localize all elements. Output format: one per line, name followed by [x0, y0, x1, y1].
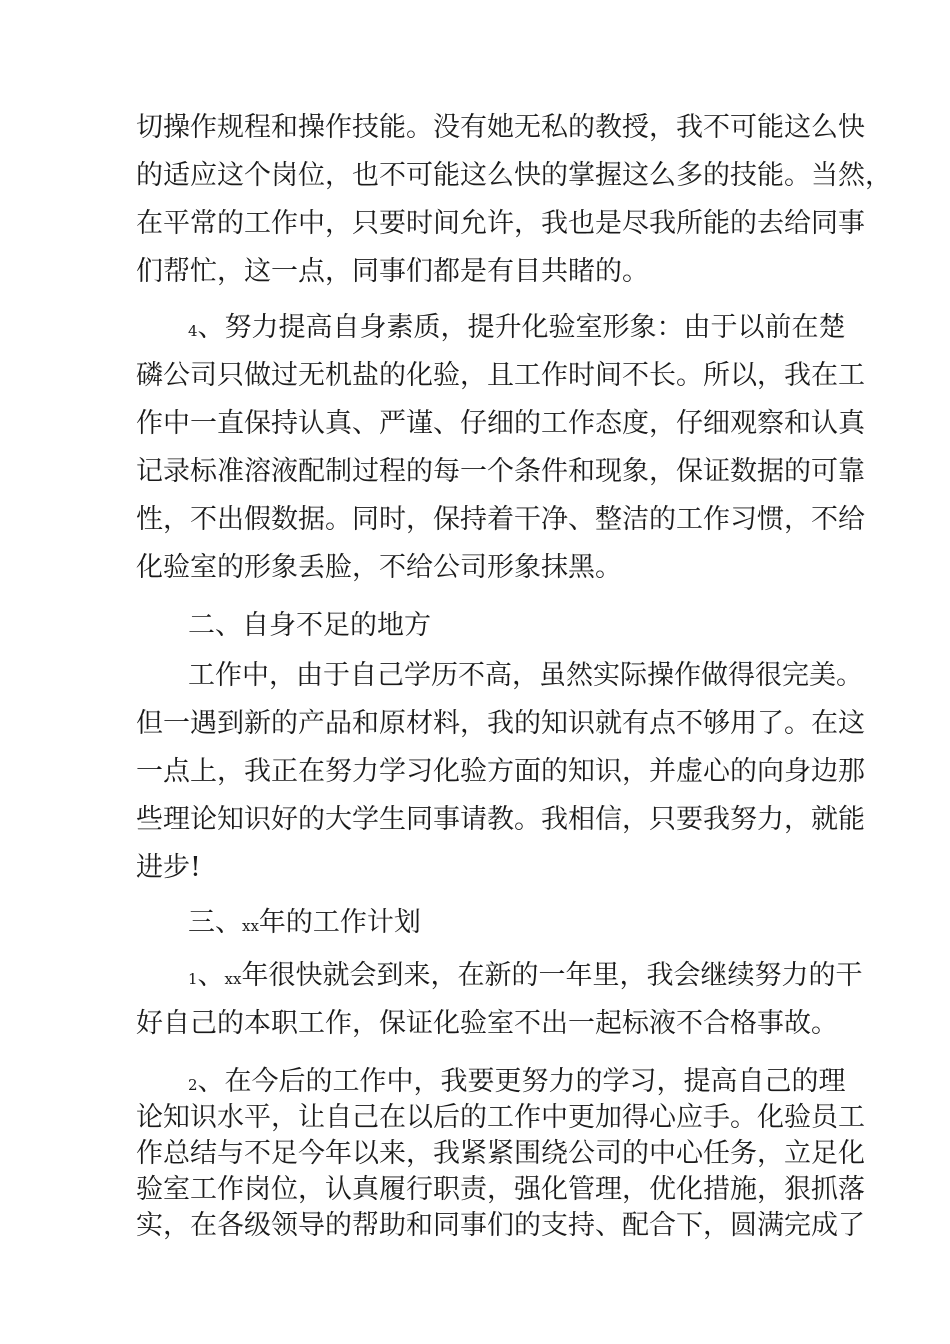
text-line: 在平常的工作中，只要时间允许，我也是尽我所能的去给同事: [136, 208, 865, 239]
item-number: 4: [188, 322, 198, 340]
text-line: 实，在各级领导的帮助和同事们的支持、配合下，圆满完成了: [136, 1210, 865, 1241]
text-line: 作总结与不足今年以来，我紧紧围绕公司的中心任务，立足化: [136, 1138, 865, 1169]
text-line: 切操作规程和操作技能。没有她无私的教授，我不可能这么快: [136, 112, 865, 143]
text-line: 论知识水平，让自己在以后的工作中更加得心应手。化验员工: [136, 1102, 865, 1133]
text-line: 性，不出假数据。同时，保持着干净、整洁的工作习惯，不给: [136, 504, 865, 535]
year-placeholder: xx: [242, 917, 259, 935]
paragraph-2: [136, 304, 865, 592]
text-line: 的适应这个岗位，也不可能这么快的掌握这么多的技能。当然，: [136, 160, 892, 191]
text-line: 化验室的形象丢脸，不给公司形象抹黑。: [136, 552, 622, 583]
text-line: 记录标准溶液配制过程的每一个条件和现象，保证数据的可靠: [136, 456, 865, 487]
year-placeholder: xx: [224, 970, 242, 988]
text-span: 年的工作计划: [258, 907, 421, 938]
text-line: 作中一直保持认真、严谨、仔细的工作态度，仔细观察和认真: [136, 408, 865, 439]
text-span: 三、: [188, 907, 242, 938]
paragraph-5: [136, 1064, 865, 1244]
heading-text: 二、自身不足的地方: [188, 610, 431, 641]
item-number: 2: [188, 1076, 198, 1094]
item-number: 1: [188, 970, 198, 988]
section-heading-2: [136, 602, 836, 650]
text-line: 验室工作岗位，认真履行职责，强化管理，优化措施，狠抓落: [136, 1174, 865, 1205]
text-line: 一点上，我正在努力学习化验方面的知识，并虚心的向身边那: [136, 756, 865, 787]
text-line: 工作中，由于自己学历不高，虽然实际操作做得很完美。: [188, 660, 863, 691]
text-line: 好自己的本职工作，保证化验室不出一起标液不合格事故。: [136, 1008, 838, 1039]
text-line: 但一遇到新的产品和原材料，我的知识就有点不够用了。在这: [136, 708, 865, 739]
text-line: 进步!: [136, 852, 201, 883]
paragraph-4: [136, 952, 863, 1048]
text-line: 磷公司只做过无机盐的化验，且工作时间不长。所以，我在工: [136, 360, 865, 391]
section-heading-3: [136, 899, 836, 947]
text-span: 、: [197, 960, 225, 991]
text-line: 们帮忙，这一点，同事们都是有目共睹的。: [136, 256, 649, 287]
text-span: 年很快就会到来，在新的一年里，我会继续努力的干: [241, 960, 863, 991]
heading-text: [136, 899, 836, 947]
text-span: 、在今后的工作中，我要更努力的学习，提高自己的理: [197, 1066, 846, 1097]
text-span: 、努力提高自身素质，提升化验室形象：由于以前在楚: [197, 312, 846, 343]
text-line: [136, 952, 863, 1000]
paragraph-3: [136, 652, 865, 892]
text-line: [136, 1064, 846, 1100]
text-line: [136, 304, 846, 352]
paragraph-1: [136, 104, 892, 296]
text-line: 些理论知识好的大学生同事请教。我相信，只要我努力，就能: [136, 804, 865, 835]
